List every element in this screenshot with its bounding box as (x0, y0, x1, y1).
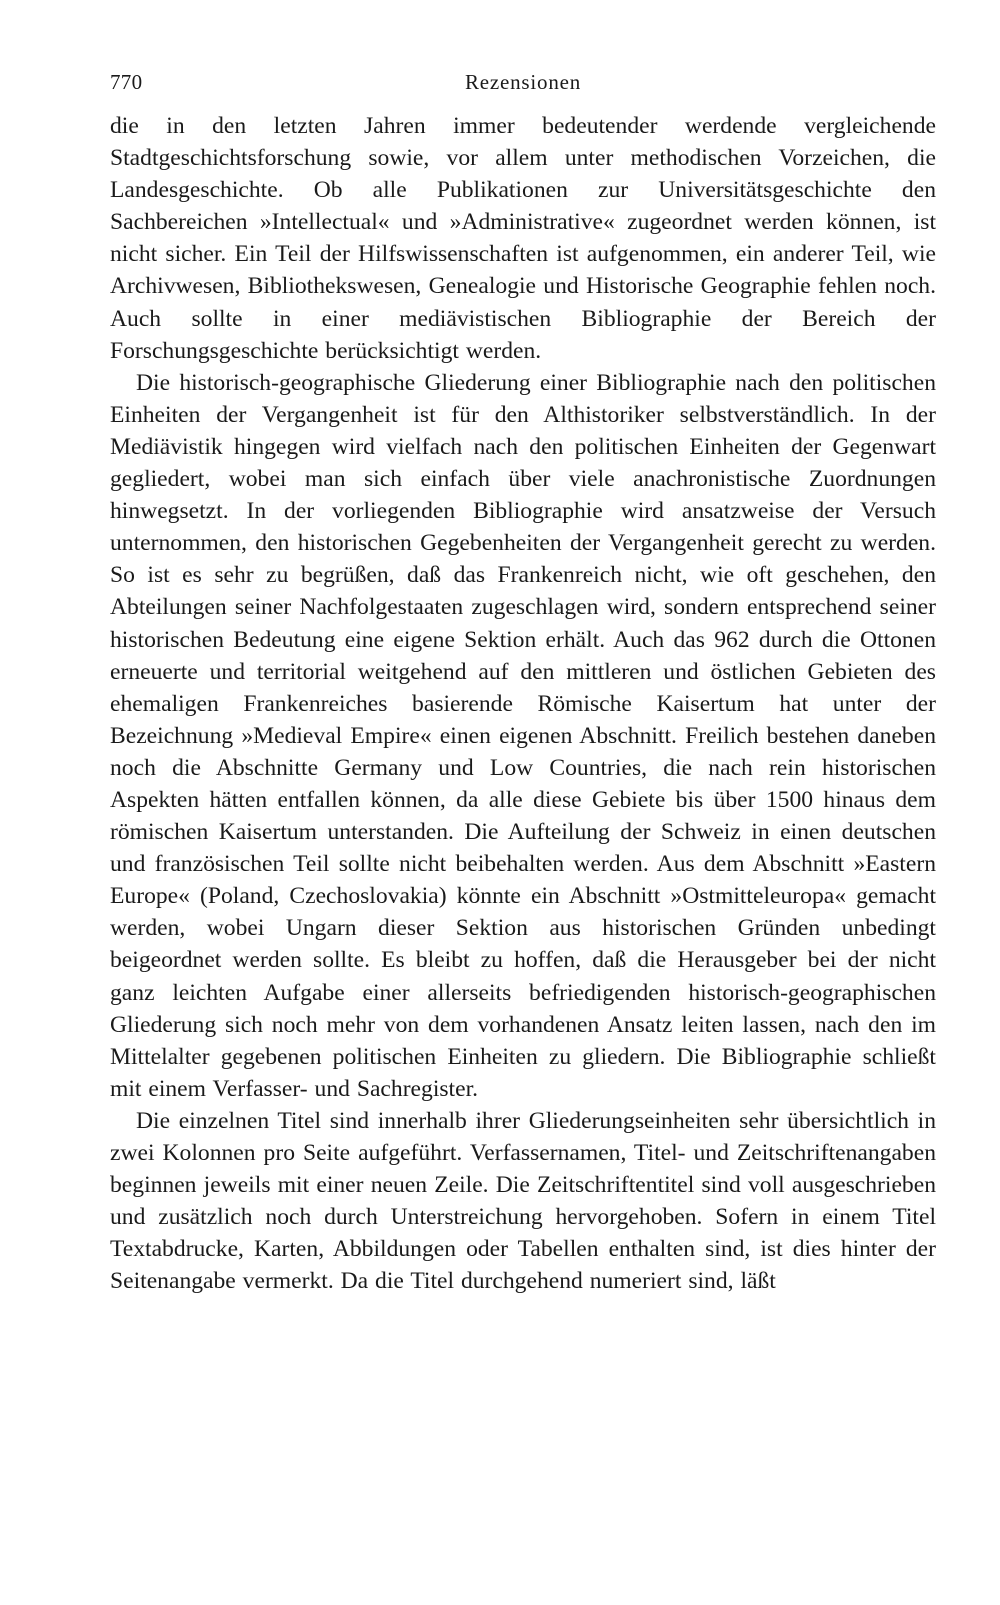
body-text (110, 110, 936, 1297)
book-page (110, 70, 936, 1297)
running-head (110, 70, 936, 110)
paragraph-continuation: die in den letzten Jahren immer bedeutender werdende vergleichende Stadtgeschichtsforschung sowie, vor allem unter methodischen Vorzeichen, die Landesgeschichte. Ob alle Publikationen zur Universitätsgeschichte den Sachbereichen »Intellectual« und »Administrative« zugeordnet werden können, ist nicht sicher. Ein Teil der Hilfswissenschaften ist aufgenommen, ein anderer Teil, wie Archivwesen, Bibliothekswesen, Genealogie und Historische Geographie fehlen noch. Auch sollte in einer mediävistischen Bibliographie der Bereich der Forschungsgeschichte berücksichtigt werden. (110, 113, 936, 364)
paragraph-historical-geographic-structure: Die historisch-geographische Gliederung einer Bibliographie nach den politischen Einheiten der Vergangenheit ist für den Althistoriker selbstverständlich. In der Mediävistik hingegen wird vielfach nach den politischen Einheiten der Gegenwart gegliedert, wobei man sich einfach über viele anachronistische Zuordnungen hinwegsetzt. In der vorliegenden Bibliographie wird ansatzweise der Versuch unternommen, den historischen Gegebenheiten der Vergangenheit gerecht zu werden. So ist es sehr zu begrüßen, daß das Frankenreich nicht, wie oft geschehen, den Abteilungen seiner Nachfolgestaaten zugeschlagen wird, sondern entsprechend seiner historischen Bedeutung eine eigene Sektion erhält. Auch das 962 durch die Ottonen erneuerte und territorial weitgehend auf den mittleren und östlichen Gebieten des ehemaligen Frankenreiches basierende Römische Kaisertum hat unter der Bezeichnung »Medieval Empire« einen eigenen Abschnitt. Freilich bestehen daneben noch die Abschnitte Germany und Low Countries, die nach rein historischen Aspekten hätten entfallen können, da alle diese Gebiete bis über 1500 hinaus dem römischen Kaisertum unterstanden. Die Aufteilung der Schweiz in einen deutschen und französischen Teil sollte nicht beibehalten werden. Aus dem Abschnitt »Eastern Europe« (Poland, Czechoslovakia) könnte ein Abschnitt »Ostmitteleuropa« gemacht werden, wobei Ungarn dieser Sektion aus historischen Gründen unbedingt beigeordnet werden sollte. Es bleibt zu hoffen, daß die Herausgeber bei der nicht ganz leichten Aufgabe einer allerseits befriedigenden historisch-geographischen Gliederung sich noch mehr von dem vorhandenen Ansatz leiten lassen, nach den im Mittelalter gegebenen politischen Einheiten zu gliedern. Die Bibliographie schließt mit einem Verfasser- und Sachregister. (110, 369, 936, 1102)
running-title: Rezensionen (464, 70, 582, 94)
page-number: 770 (110, 70, 143, 94)
paragraph-title-layout: Die einzelnen Titel sind innerhalb ihrer Gliederungseinheiten sehr übersichtlich in zwei Kolonnen pro Seite aufgeführt. Verfassernamen, Titel- und Zeitschriftenangaben beginnen jeweils mit einer neuen Zeile. Die Zeitschriftentitel sind voll ausgeschrieben und zusätzlich noch durch Unterstreichung hervorgehoben. Sofern in einem Titel Textabdrucke, Karten, Abbildungen oder Tabellen enthalten sind, ist dies hinter der Seitenangabe vermerkt. Da die Titel durchgehend numeriert sind, läßt (110, 1107, 936, 1295)
